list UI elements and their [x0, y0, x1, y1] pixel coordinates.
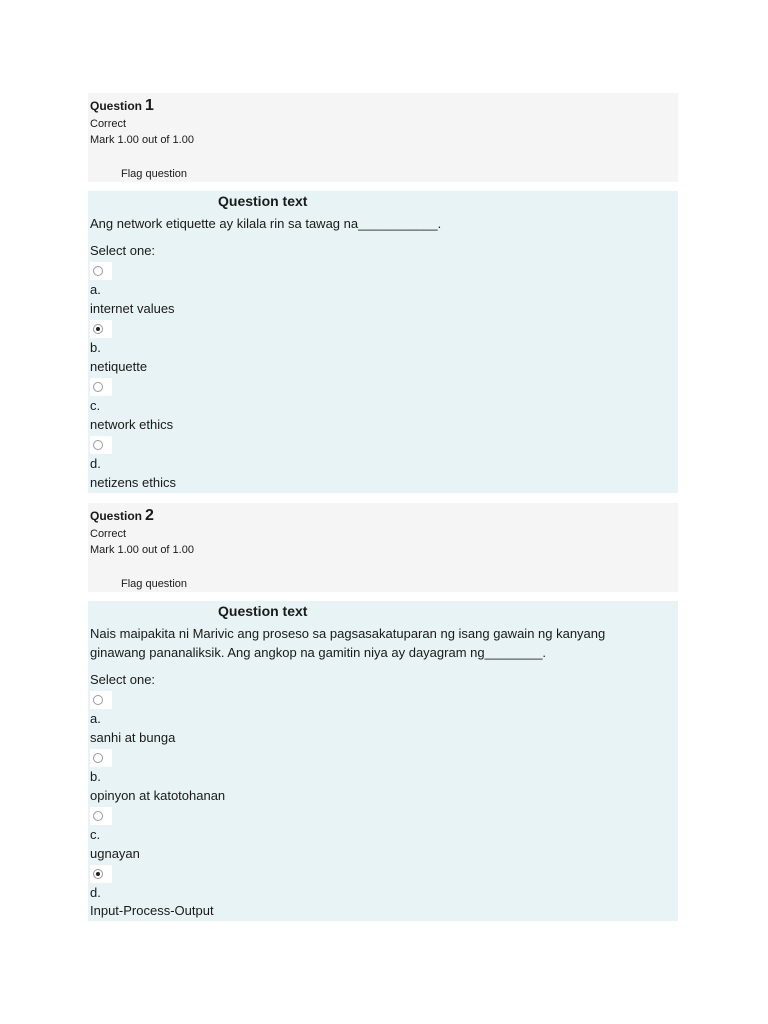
select-one-prompt: Select one: — [90, 672, 156, 687]
question-grade: Mark 1.00 out of 1.00 — [90, 544, 194, 556]
option-c-letter: c. — [90, 827, 101, 842]
radio-indicator — [93, 382, 103, 392]
question-label: Question — [90, 99, 143, 113]
option-c-label[interactable]: network ethics — [90, 417, 174, 432]
select-one-prompt: Select one: — [90, 243, 156, 258]
question-state: Correct — [90, 118, 127, 130]
radio-indicator — [93, 440, 103, 450]
option-d-label[interactable]: Input-Process-Output — [90, 903, 214, 918]
option-c-label[interactable]: ugnayan — [90, 846, 140, 861]
option-c-radio[interactable] — [90, 807, 112, 825]
option-a-radio[interactable] — [90, 691, 112, 709]
option-b-letter: b. — [90, 769, 101, 784]
question-state: Correct — [90, 528, 127, 540]
option-d-letter: d. — [90, 456, 101, 471]
option-d-label[interactable]: netizens ethics — [90, 475, 176, 490]
question-2 — [88, 503, 678, 921]
option-a-label[interactable]: sanhi at bunga — [90, 730, 176, 745]
radio-indicator — [93, 324, 103, 334]
radio-indicator — [93, 753, 103, 763]
radio-indicator — [93, 266, 103, 276]
flag-question-link[interactable]: Flag question — [121, 168, 188, 180]
option-d-radio[interactable] — [90, 436, 112, 454]
option-a-letter: a. — [90, 711, 101, 726]
question-number — [90, 507, 154, 525]
option-c-radio[interactable] — [90, 378, 112, 396]
option-b-radio[interactable] — [90, 320, 112, 338]
option-a-label[interactable]: internet values — [90, 301, 175, 316]
radio-indicator — [93, 869, 103, 879]
question-number — [90, 97, 154, 115]
question-content — [88, 191, 678, 493]
question-info — [88, 503, 678, 592]
question-content — [88, 601, 678, 921]
option-d-letter: d. — [90, 885, 101, 900]
question-text: Nais maipakita ni Marivic ang proseso sa pagsasakatuparan ng isang gawain ng kanyang ginawang pananaliksik. Ang angkop na gamitin niya ay dayagram ng________. — [90, 626, 606, 660]
option-d-radio[interactable] — [90, 865, 112, 883]
question-text-heading: Question text — [218, 193, 308, 209]
question-grade: Mark 1.00 out of 1.00 — [90, 134, 194, 146]
question-number-value: 1 — [145, 97, 154, 114]
question-label: Question — [90, 509, 143, 523]
radio-indicator — [93, 695, 103, 705]
option-a-letter: a. — [90, 282, 101, 297]
option-a-radio[interactable] — [90, 262, 112, 280]
question-text-heading: Question text — [218, 603, 308, 619]
question-number-value: 2 — [145, 507, 154, 524]
question-1 — [88, 93, 678, 493]
option-c-letter: c. — [90, 398, 101, 413]
question-info — [88, 93, 678, 182]
flag-question-link[interactable]: Flag question — [121, 578, 188, 590]
question-text: Ang network etiquette ay kilala rin sa tawag na___________. — [90, 216, 442, 231]
option-b-label[interactable]: opinyon at katotohanan — [90, 788, 226, 803]
option-b-radio[interactable] — [90, 749, 112, 767]
option-b-label[interactable]: netiquette — [90, 359, 148, 374]
radio-indicator — [93, 811, 103, 821]
option-b-letter: b. — [90, 340, 101, 355]
